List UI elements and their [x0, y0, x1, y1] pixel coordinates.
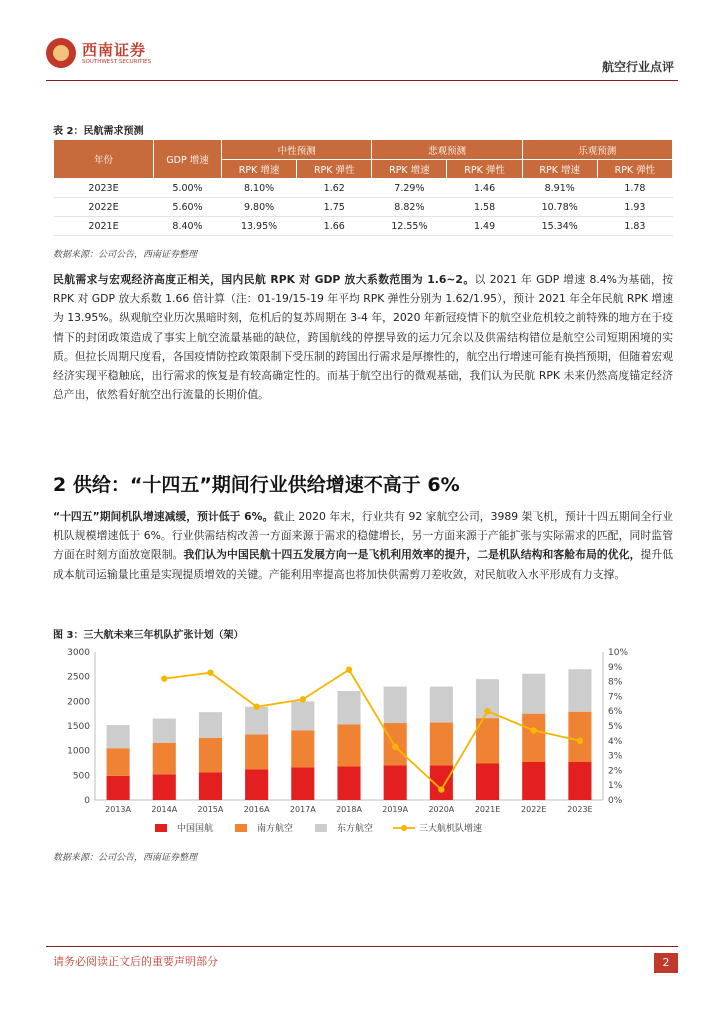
- x-tick-label: 2014A: [151, 805, 178, 814]
- header-divider: [46, 80, 678, 81]
- table-source: 数据来源：公司公告，西南证券整理: [53, 250, 198, 260]
- table-row: [54, 198, 673, 217]
- paragraph-supply: [53, 507, 673, 584]
- cell: 1.93: [597, 198, 672, 217]
- y-right-tick-label: 7%: [608, 692, 623, 703]
- legend-label: 中国国航: [177, 824, 214, 834]
- cell: 1.75: [297, 198, 372, 217]
- bar-中国国航: [245, 769, 268, 800]
- subheader-growth: RPK 增速: [372, 160, 447, 179]
- bar-东方航空: [430, 687, 453, 723]
- cell: 8.82%: [372, 198, 447, 217]
- cell: 1.83: [597, 217, 672, 236]
- y-right-tick-label: 3%: [608, 751, 623, 762]
- bar-南方航空: [199, 738, 222, 773]
- line-point: [577, 738, 583, 744]
- cell: 9.80%: [222, 198, 297, 217]
- bar-中国国航: [568, 762, 591, 800]
- bar-中国国航: [384, 765, 407, 800]
- logo-en-text: SOUTHWEST SECURITIES: [82, 59, 152, 65]
- bar-中国国航: [107, 776, 130, 800]
- bar-东方航空: [568, 669, 591, 711]
- logo-mark-icon: [46, 38, 76, 68]
- fleet-chart: [53, 642, 673, 842]
- table-row: [54, 217, 673, 236]
- paragraph-lead: 民航需求与宏观经济高度正相关，国内民航 RPK 对 GDP 放大系数范围为 1.6~2。: [53, 273, 475, 286]
- header-group-neutral: 中性预测: [222, 140, 372, 160]
- y-left-tick-label: 500: [72, 771, 90, 782]
- bar-南方航空: [291, 730, 314, 767]
- paragraph-emphasis: 我们认为中国民航十四五发展方向一是飞机利用效率的提升，二是机队结构和客舱布局的优化，: [183, 548, 641, 562]
- paragraph-body: 截止 2020 年末，行业共有 92 家航空公司，3989 架飞机，预计十四五期间全行业机队规模增速低于 6%。行业供需结构改善一方面来源于需求的稳健增长，另一方面来源于产能扩张与实际需求的匹配，同时监管方面在时刻方面放宽限制。: [53, 510, 673, 562]
- legend-line-marker: [401, 825, 407, 831]
- cell: 1.46: [447, 179, 522, 198]
- cell: 1.66: [297, 217, 372, 236]
- paragraph-body: 以 2021 年 GDP 增速 8.4%为基础，按 RPK 对 GDP 放大系数 1.66 倍计算（注：01-19/15-19 年平均 RPK 弹性分别为 1.62/1.95），预计 2021 年全年民航 RPK 增速为 13.95%。纵观航空业历次黑暗时刻，危机后的复苏周期在 3-4 年，2020 年新冠疫情下的航空业危机较之前特殊的地方在于疫情下的封闭政策造成了事实上航空流量基础的缺位，跨国航线的停摆导致的运力冗余以及供需结构错位是航空公司短期困境的实质。但拉长周期尺度看，各国疫情防控政策限制下受压制的跨国出行需求是厚擦性的，航空出行增速可能有换挡预期，但随着宏观经济实现平稳触底，出行需求的恢复是有较高确定性的。而基于航空出行的微观基础，我们认为民航 RPK 未来仍然高度锚定经济总产出，依然看好航空出行流量的长期价值。: [53, 273, 673, 402]
- page-number: 2: [654, 953, 678, 973]
- y-right-tick-label: 5%: [608, 722, 623, 732]
- table-row: [54, 179, 673, 198]
- bar-东方航空: [245, 707, 268, 735]
- y-left-tick-label: 2000: [67, 697, 90, 708]
- x-tick-label: 2017A: [289, 805, 316, 814]
- bar-中国国航: [291, 767, 314, 800]
- line-point: [300, 696, 306, 702]
- cell: 15.34%: [522, 217, 597, 236]
- rpk-forecast-table: [53, 139, 673, 236]
- bar-东方航空: [291, 701, 314, 730]
- x-tick-label: 2023E: [567, 805, 593, 814]
- bar-东方航空: [384, 687, 407, 724]
- legend-label: 三大航机队增速: [419, 824, 483, 834]
- subheader-elastic: RPK 弹性: [447, 160, 522, 179]
- x-tick-label: 2019A: [382, 805, 409, 814]
- line-point: [253, 704, 259, 710]
- cell-gdp: 8.40%: [154, 217, 222, 236]
- bar-南方航空: [568, 712, 591, 762]
- y-right-tick-label: 4%: [608, 736, 623, 747]
- cell: 8.10%: [222, 179, 297, 198]
- bar-东方航空: [107, 725, 130, 748]
- cell-gdp: 5.60%: [154, 198, 222, 217]
- y-right-tick-label: 0%: [608, 796, 623, 806]
- x-tick-label: 2016A: [243, 805, 270, 814]
- cell-year: 2021E: [54, 217, 154, 236]
- x-tick-label: 2018A: [336, 805, 362, 814]
- bar-东方航空: [522, 674, 545, 714]
- cell: 1.62: [297, 179, 372, 198]
- line-point: [161, 675, 167, 681]
- bar-南方航空: [245, 734, 268, 769]
- bar-东方航空: [199, 712, 222, 738]
- cell: 1.58: [447, 198, 522, 217]
- y-left-tick-label: 1000: [67, 746, 90, 757]
- y-right-tick-label: 2%: [608, 766, 623, 777]
- table-caption: 表 2：民航需求预测: [53, 126, 144, 137]
- legend-label: 南方航空: [257, 824, 294, 834]
- y-left-tick-label: 3000: [67, 648, 90, 658]
- cell: 10.78%: [522, 198, 597, 217]
- line-point: [438, 786, 444, 792]
- x-tick-label: 2020A: [428, 805, 455, 814]
- cell: 1.49: [447, 217, 522, 236]
- line-point: [346, 667, 352, 673]
- legend-swatch: [155, 824, 167, 832]
- bar-中国国航: [337, 766, 360, 800]
- footer-disclaimer: 请务必阅读正文后的重要声明部分: [53, 955, 218, 968]
- logo-cn-text: 西南证券: [82, 41, 147, 59]
- paragraph-demand: [53, 270, 673, 404]
- line-point: [207, 670, 213, 676]
- subheader-growth: RPK 增速: [222, 160, 297, 179]
- y-right-tick-label: 9%: [608, 662, 623, 673]
- bar-中国国航: [199, 772, 222, 800]
- cell-year: 2023E: [54, 179, 154, 198]
- x-tick-label: 2015A: [197, 805, 224, 814]
- y-right-tick-label: 6%: [608, 707, 623, 718]
- cell: 7.29%: [372, 179, 447, 198]
- section-title: 2 供给：“十四五”期间行业供给增速不高于 6%: [53, 474, 460, 496]
- paragraph-lead: “十四五”期间机队增速减缓，预计低于 6%。: [53, 510, 274, 523]
- x-tick-label: 2013A: [105, 805, 132, 814]
- bar-南方航空: [430, 723, 453, 766]
- legend-swatch: [315, 824, 327, 832]
- header-gdp: GDP 增速: [154, 140, 222, 179]
- y-right-tick-label: 8%: [608, 677, 623, 688]
- bar-东方航空: [337, 691, 360, 725]
- y-left-tick-label: 2500: [67, 672, 90, 683]
- subheader-growth: RPK 增速: [522, 160, 597, 179]
- legend-swatch: [235, 824, 247, 832]
- bar-南方航空: [522, 714, 545, 762]
- company-logo: [46, 38, 154, 74]
- bar-南方航空: [153, 743, 176, 775]
- line-point: [531, 727, 537, 733]
- paragraph-body: 提升低成本航司运输量比重是实现提质增效的关键。产能利用率提高也将加快供需剪刀差收敛，对民航收入水平形成有力支撑。: [53, 548, 674, 581]
- cell: 8.91%: [522, 179, 597, 198]
- cell: 12.55%: [372, 217, 447, 236]
- report-type: 航空行业点评: [601, 60, 674, 74]
- bar-南方航空: [337, 725, 360, 767]
- footer-divider: [46, 946, 678, 947]
- figure-caption: 图 3：三大航未来三年机队扩张计划（架）: [53, 630, 244, 641]
- line-point: [484, 708, 490, 714]
- subheader-elastic: RPK 弹性: [297, 160, 372, 179]
- bar-中国国航: [153, 774, 176, 800]
- x-tick-label: 2022E: [521, 805, 547, 814]
- figure-source: 数据来源：公司公告，西南证券整理: [53, 853, 198, 863]
- line-growth: [164, 670, 580, 790]
- y-right-tick-label: 1%: [608, 781, 623, 792]
- legend-label: 东方航空: [337, 824, 374, 834]
- header-group-pessimistic: 悲观预测: [372, 140, 522, 160]
- subheader-elastic: RPK 弹性: [597, 160, 672, 179]
- bar-中国国航: [522, 762, 545, 800]
- cell: 1.78: [597, 179, 672, 198]
- header-year: 年份: [54, 140, 154, 179]
- bar-中国国航: [476, 763, 499, 800]
- cell-year: 2022E: [54, 198, 154, 217]
- y-left-tick-label: 1500: [67, 722, 90, 732]
- line-point: [392, 744, 398, 750]
- header-group-optimistic: 乐观预测: [522, 140, 672, 160]
- bar-南方航空: [107, 748, 130, 776]
- cell-gdp: 5.00%: [154, 179, 222, 198]
- y-left-tick-label: 0: [84, 796, 90, 806]
- y-right-tick-label: 10%: [608, 648, 629, 658]
- x-tick-label: 2021E: [474, 805, 501, 814]
- bar-东方航空: [153, 719, 176, 743]
- cell: 13.95%: [222, 217, 297, 236]
